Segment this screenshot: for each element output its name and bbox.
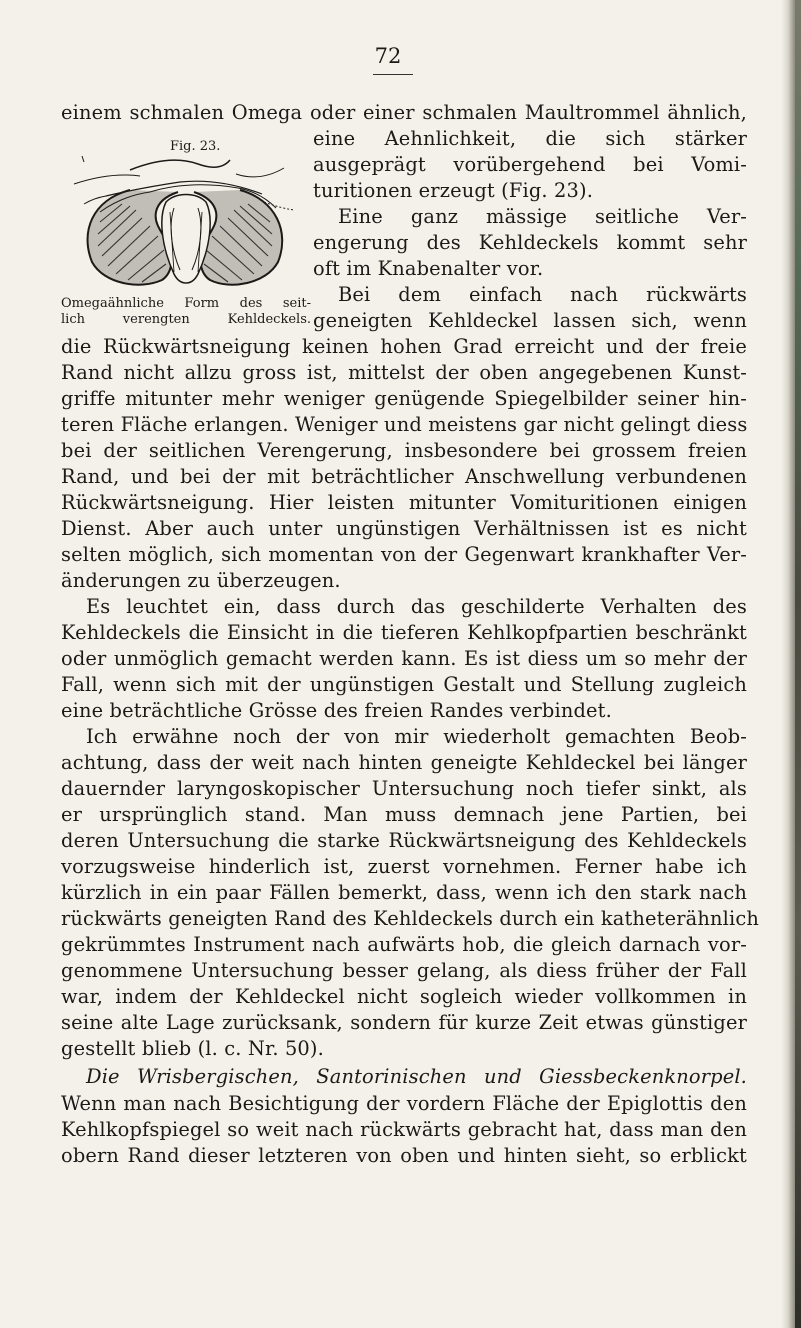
text-line: Es leuchtet ein, dass durch das geschilderte Verhalten des bbox=[86, 595, 747, 618]
text-line: Rand, und bei der mit beträchtlicher Anschwellung verbundenen bbox=[61, 465, 747, 488]
figure-label: Fig. 23. bbox=[170, 139, 221, 154]
text-line: seine alte Lage zurücksank, sondern für kurze Zeit etwas günstiger bbox=[61, 1011, 747, 1034]
text-line: griffe mitunter mehr weniger genügende Spiegelbilder seiner hin- bbox=[61, 387, 747, 410]
text-line: kürzlich in ein paar Fällen bemerkt, dass, wenn ich den stark nach bbox=[61, 881, 747, 904]
text-line: war, indem der Kehldeckel nicht sogleich wieder vollkommen in bbox=[61, 985, 747, 1008]
text-line: die Rückwärtsneigung keinen hohen Grad erreicht und der freie bbox=[61, 335, 747, 358]
text-line: einem schmalen Omega oder einer schmalen Maultrommel ähnlich, bbox=[61, 101, 747, 124]
text-line: dauernder laryngoskopischer Untersuchung noch tiefer sinkt, als bbox=[61, 777, 747, 800]
text-line: Fall, wenn sich mit der ungünstigen Gestalt und Stellung zugleich bbox=[61, 673, 747, 696]
text-line: engerung des Kehldeckels kommt sehr bbox=[313, 231, 747, 254]
text-line: obern Rand dieser letzteren von oben und hinten sieht, so erblickt bbox=[61, 1144, 747, 1167]
text-line: genommene Untersuchung besser gelang, als diess früher der Fall bbox=[61, 959, 747, 982]
page-number: 72 bbox=[374, 44, 402, 68]
text-line: Rand nicht allzu gross ist, mittelst der oben angegebenen Kunst- bbox=[61, 361, 747, 384]
text-line: gestellt blieb (l. c. Nr. 50). bbox=[61, 1037, 324, 1060]
text-line: er ursprünglich stand. Man muss demnach jene Partien, bei bbox=[61, 803, 747, 826]
text-line: rückwärts geneigten Rand des Kehldeckels durch ein katheterähnlich bbox=[61, 907, 759, 930]
text-line: deren Untersuchung die starke Rückwärtsneigung des Kehldeckels bbox=[61, 829, 747, 852]
text-line: bei der seitlichen Verengerung, insbesondere bei grossem freien bbox=[61, 439, 747, 462]
page-number-rule bbox=[373, 74, 413, 75]
text-line: Wenn man nach Besichtigung der vordern Fläche der Epiglottis den bbox=[61, 1092, 747, 1115]
section-heading: Die Wrisbergischen, Santorinischen und Giessbeckenknorpel. bbox=[86, 1065, 747, 1088]
book-edge bbox=[795, 0, 801, 1328]
text-line: oder unmöglich gemacht werden kann. Es ist diess um so mehr der bbox=[61, 647, 747, 670]
text-line: änderungen zu überzeugen. bbox=[61, 569, 341, 592]
text-line: Kehldeckels die Einsicht in die tieferen Kehlkopfpartien beschränkt bbox=[61, 621, 747, 644]
text-line: gekrümmtes Instrument nach aufwärts hob, die gleich darnach vor- bbox=[61, 933, 747, 956]
text-line: Kehlkopfspiegel so weit nach rückwärts gebracht hat, dass man den bbox=[61, 1118, 747, 1141]
epiglottis-omega-illustration bbox=[70, 152, 302, 294]
text-line: vorzugsweise hinderlich ist, zuerst vornehmen. Ferner habe ich bbox=[61, 855, 747, 878]
text-line: turitionen erzeugt (Fig. 23). bbox=[313, 179, 594, 202]
text-line: Eine ganz mässige seitliche Ver- bbox=[338, 205, 747, 228]
text-line: eine beträchtliche Grösse des freien Randes verbindet. bbox=[61, 699, 612, 722]
figure-caption-line: lich verengten Kehldeckels. bbox=[61, 312, 311, 327]
text-line: geneigten Kehldeckel lassen sich, wenn bbox=[313, 309, 747, 332]
figure-caption-line: Omegaähnliche Form des seit- bbox=[61, 296, 311, 311]
text-line: Dienst. Aber auch unter ungünstigen Verhältnissen ist es nicht bbox=[61, 517, 747, 540]
text-line: ausgeprägt vorübergehend bei Vomi- bbox=[313, 153, 747, 176]
text-line: Bei dem einfach nach rückwärts bbox=[338, 283, 747, 306]
text-line: Ich erwähne noch der von mir wiederholt gemachten Beob- bbox=[86, 725, 747, 748]
text-line: eine Aehnlichkeit, die sich stärker bbox=[313, 127, 747, 150]
text-line: oft im Knabenalter vor. bbox=[313, 257, 544, 280]
text-line: achtung, dass der weit nach hinten geneigte Kehldeckel bei länger bbox=[61, 751, 747, 774]
text-line: Rückwärtsneigung. Hier leisten mitunter Vomituritionen einigen bbox=[61, 491, 747, 514]
text-line: selten möglich, sich momentan von der Gegenwart krankhafter Ver- bbox=[61, 543, 747, 566]
text-line: teren Fläche erlangen. Weniger und meistens gar nicht gelingt diess bbox=[61, 413, 748, 436]
